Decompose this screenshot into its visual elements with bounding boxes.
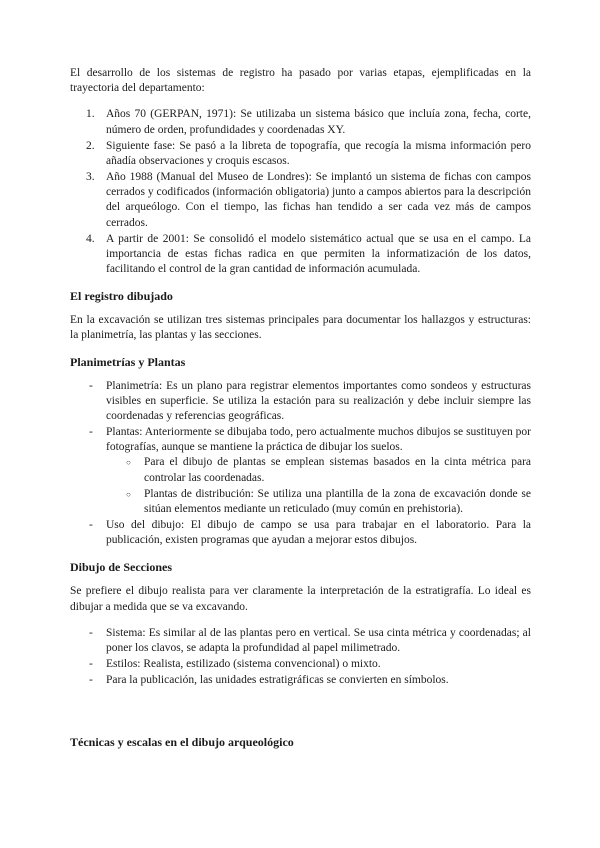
list-item-plantas-text: Plantas: Anteriormente se dibujaba todo, pero actualmente muchos dibujos se sustituyen por fotografías, aunque se mantiene la práctica de dibujar los suelos. (106, 426, 531, 454)
section-heading-tecnicas-escalas: Técnicas y escalas en el dibujo arqueológico (70, 734, 294, 749)
section-heading-registro-dibujado: El registro dibujado (70, 289, 173, 304)
list-item-plantas (106, 425, 531, 517)
planimetrias-list (70, 379, 531, 549)
numbered-item: Año 1988 (Manual del Museo de Londres): Se implantó un sistema de fichas con campos cerrados y codificados (información obligatoria) junto a campos abiertos para la descripción del arqueólogo. Con el tiempo, las fichas han tendido a ser cada vez más de campos cerrados. (106, 171, 531, 229)
list-item-uso-del-dibujo: - Uso del dibujo: El dibujo de campo se usa para trabajar en el laboratorio. Para la publicación, existen programas que ayudan a mejorar estos dibujos. (106, 518, 531, 548)
section-heading-planimetrias-plantas: Planimetrías y Plantas (70, 354, 186, 369)
intro-paragraph: El desarrollo de los sistemas de registro ha pasado por varias etapas, ejemplificadas en la trayectoria del departamento: (70, 67, 531, 95)
list-item-sistema: - Sistema: Es similar al de las plantas pero en vertical. Se usa cinta métrica y coordenadas; al poner los clavos, se adapta la profundidad al papel milimetrado. (106, 626, 531, 656)
sub-list-item: ○ Para el dibujo de plantas se emplean sistemas basados en la cinta métrica para controlar las coordenadas. (144, 455, 531, 485)
numbered-item: Siguiente fase: Se pasó a la libreta de topografía, que recogía la misma información pero añadía observaciones y croquis escasos. (106, 139, 531, 167)
list-item-estilos: - Estilos: Realista, estilizado (sistema convencional) o mixto. (106, 657, 531, 672)
registro-dibujado-paragraph: En la excavación se utilizan tres sistemas principales para documentar los hallazgos y estructuras: la planimetría, las plantas y las secciones. (70, 314, 531, 342)
list-item-publicacion: - Para la publicación, las unidades estratigráficas se convierten en símbolos. (106, 673, 531, 688)
list-item-planimetria: - Planimetría: Es un plano para registrar elementos importantes como sondeos y estructuras visibles en superficie. Se utiliza la estación para su realización y debe incluir siempre las coordenadas y referencias geográficas. (106, 379, 531, 425)
plantas-sub-list (106, 455, 531, 517)
secciones-paragraph: Se prefiere el dibujo realista para ver claramente la interpretación de la estratigrafía. Lo ideal es dibujar a medida que se va excavando. (70, 585, 531, 613)
section-heading-dibujo-secciones: Dibujo de Secciones (70, 560, 172, 575)
sub-list-item: ○ Plantas de distribución: Se utiliza una plantilla de la zona de excavación donde se sitúan elementos mediante un reticulado (muy común en prehistoria). (144, 487, 531, 517)
numbered-item: Años 70 (GERPAN, 1971): Se utilizaba un sistema básico que incluía zona, fecha, corte, número de orden, profundidades y coordenadas XY. (106, 108, 531, 136)
etapas-numbered-list (70, 107, 531, 277)
numbered-item: A partir de 2001: Se consolidó el modelo sistemático actual que se usa en el campo. La importancia de estas fichas radica en que permiten la informatización de los datos, facilitando el control de la gran cantidad de información acumulada. (106, 232, 531, 276)
secciones-list (70, 626, 531, 689)
